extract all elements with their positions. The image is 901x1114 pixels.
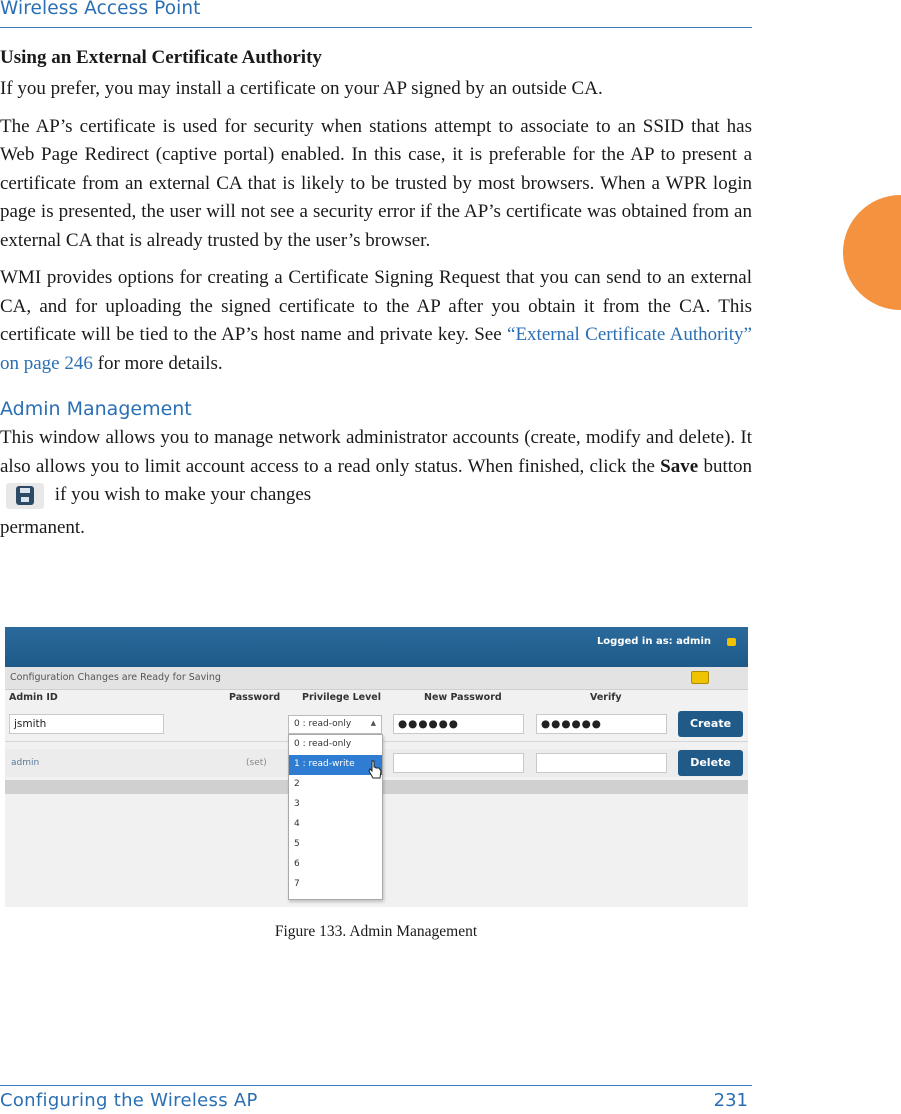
privilege-option[interactable]: 5 <box>294 839 300 849</box>
admin-id-value: admin <box>11 758 40 768</box>
page-number: 231 <box>713 1090 748 1111</box>
save-word: Save <box>660 455 699 477</box>
paragraph-admin-last-line: permanent. <box>0 516 85 538</box>
privilege-select-value: 0 : read-only <box>294 719 352 729</box>
create-button[interactable]: Create <box>678 711 743 737</box>
header-rule <box>0 27 752 28</box>
page-content <box>0 44 752 542</box>
privilege-option[interactable]: 7 <box>294 879 300 889</box>
subsection-heading: Using an External Certificate Authority <box>0 47 322 68</box>
config-ready-text: Configuration Changes are Ready for Saving <box>10 672 221 683</box>
privilege-option-selected[interactable]: 1 : read-write <box>289 755 382 775</box>
save-icon <box>6 483 44 509</box>
logged-in-label: Logged in as: admin <box>596 636 711 647</box>
paragraph-wmi-text-end: for more details. <box>92 352 223 374</box>
footer-chapter: Configuring the Wireless AP <box>0 1090 258 1111</box>
privilege-option[interactable]: 2 <box>294 779 300 789</box>
privilege-option[interactable]: 3 <box>294 799 300 809</box>
admin-management-screenshot <box>5 627 748 907</box>
admin-new-password-input[interactable] <box>393 753 524 773</box>
column-header-verify: Verify <box>590 692 622 703</box>
new-password-input[interactable]: ●●●●●● <box>393 714 524 734</box>
chapter-tab-marker <box>843 195 901 310</box>
verify-password-input[interactable]: ●●●●●● <box>536 714 667 734</box>
password-set-link[interactable]: (set) <box>246 758 267 768</box>
paragraph-admin-management <box>0 424 752 542</box>
privilege-dropdown[interactable] <box>288 734 383 900</box>
admin-verify-password-input[interactable] <box>536 753 667 773</box>
privilege-option[interactable]: 4 <box>294 819 300 829</box>
paragraph-wmi-options <box>0 264 752 378</box>
app-header-bar <box>5 627 748 667</box>
running-header: Wireless Access Point <box>0 0 201 19</box>
save-icon[interactable] <box>691 671 709 684</box>
section-heading: Admin Management <box>0 398 192 420</box>
hand-cursor-icon <box>368 760 382 780</box>
paragraph-intro: If you prefer, you may install a certificate on your AP signed by an outside CA. <box>0 78 603 99</box>
privilege-option[interactable]: 0 : read-only <box>294 739 352 749</box>
paragraph-admin-text-end: if you wish to make your changes <box>54 484 312 505</box>
paragraph-wmi-text: WMI provides options for creating a Certificate Signing Request that you can send to an external CA, and for uploading the signed certificate to the AP after you obtain it from the CA. This certificate will be tied to the AP’s host name and private key. See <box>0 267 752 345</box>
column-header-admin-id: Admin ID <box>9 692 58 703</box>
cross-reference-link[interactable]: “External Certificate Authority” on page 246 <box>0 324 752 374</box>
column-header-new-password: New Password <box>424 692 502 703</box>
lock-icon[interactable] <box>727 638 736 646</box>
column-header-password: Password <box>229 692 281 703</box>
column-header-privilege: Privilege Level <box>302 692 381 703</box>
figure-caption: Figure 133. Admin Management <box>274 923 478 940</box>
paragraph-admin-button-word: button <box>703 455 753 477</box>
delete-button[interactable]: Delete <box>678 750 743 776</box>
admin-id-input[interactable]: jsmith <box>9 714 164 734</box>
paragraph-ap-certificate: The AP’s certificate is used for security when stations attempt to associate to an SSID that has Web Page Redirect (captive portal) enabled. In this case, it is preferable for the AP to present a certificate from an external CA that is likely to be trusted by most browsers. When a WPR login page is presented, the user will not see a security error if the AP’s certificate was obtained from an external CA that is already trusted by the user’s browser. <box>0 115 752 251</box>
chevron-up-icon: ▲ <box>370 719 376 727</box>
paragraph-admin-text: This window allows you to manage network administrator accounts (create, modify and delete). It also allows you to limit account access to a read only status. When finished, click the <box>0 427 752 477</box>
config-ready-bar <box>5 667 748 690</box>
privilege-select[interactable] <box>288 715 382 734</box>
footer-rule <box>0 1085 752 1086</box>
privilege-option[interactable]: 6 <box>294 859 300 869</box>
